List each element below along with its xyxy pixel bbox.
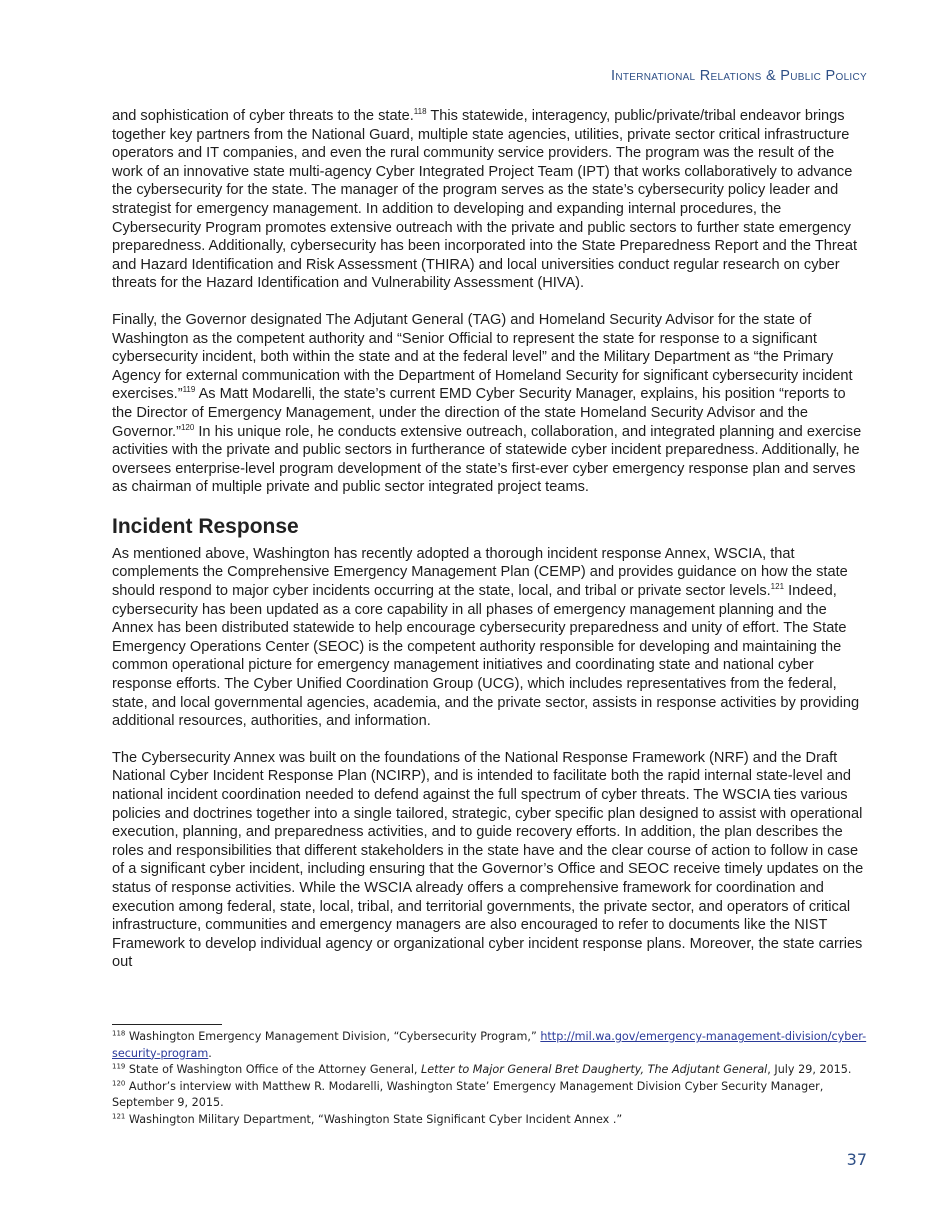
text-run: Washington Military Department, “Washington State Significant Cyber Incident Annex .” — [125, 1112, 623, 1126]
paragraph — [112, 749, 867, 972]
footnote-118 — [112, 1029, 872, 1062]
section-heading: Incident Response — [112, 514, 299, 538]
text-run: As mentioned above, Washington has recently adopted a thorough incident response Annex, WSCIA, that complements the Comprehensive Emergency Management Plan (CEMP) and provides guidance on how the state should respond to major cyber incidents occurring at the state, local, and tribal or private sector levels. — [112, 545, 848, 600]
text-run: Author’s interview with Matthew R. Modarelli, Washington State’ Emergency Management Division Cyber Security Manager, September 9, 2015. — [112, 1079, 824, 1109]
text-run: As Matt Modarelli, the state’s current EMD Cyber Security Manager, explains, his position “reports to the Director of Emergency Management, under the direction of the state Homeland Security Advisor and the Governor.” — [112, 386, 846, 440]
footnote-ref: 119 — [182, 385, 196, 395]
footnote-121 — [112, 1112, 872, 1129]
text-run: State of Washington Office of the Attorney General, — [125, 1063, 422, 1076]
footnote-divider — [112, 1024, 222, 1025]
footnote-119 — [112, 1062, 872, 1079]
footnote-ref: 120 — [180, 422, 195, 432]
paragraph — [112, 311, 867, 497]
footnote-120 — [112, 1079, 872, 1112]
footnote-ref: 121 — [770, 582, 785, 592]
footnote-ref: 118 — [413, 107, 427, 117]
text-run: The Cybersecurity Annex was built on the foundations of the National Response Framework (NRF) and the Draft National Cyber Incident Response Plan (NCIRP), and is intended to facilitate both the rapid internal state-level and national incident coordination needed to defend against the full spectrum of cyber threats. The WSCIA ties various policies and doctrines together into a single tailored, strategic, cyber specific plan designed to assist with operational execution, planning, and preparedness activities, and to guide recovery efforts. In addition, the plan describes the roles and responsibilities that different stakeholders in the state have and the clear course of action to follow in case of a significant cyber incident, including ensuring that the Governor’s Office and SEOC receive timely updates on the status of response activities. While the WSCIA already offers a comprehensive framework for coordination and execution among federal, state, local, tribal, and territorial governments, the private sector, and operators of critical infrastructure, communities and emergency managers are also encouraged to refer to documents like the NIST Framework to develop individual agency or organizational cyber incident response plans. Moreover, the state carries out — [112, 749, 864, 971]
text-run: This statewide, interagency, public/private/tribal endeavor brings together key partners from the National Guard, multiple state agencies, utilities, private sector critical infrastructure operators and IT companies, and even the rural community service providers. The program was the result of the work of an innovative state multi-agency Cyber Integrated Project Team (IPT) that works collaboratively to advance the cybersecurity for the state. The manager of the program serves as the state’s cybersecurity policy leader and strategist for emergency management. In addition to developing and expanding internal procedures, the Cybersecurity Program promotes extensive outreach with the private and public sectors to further state emergency preparedness. Additionally, cybersecurity has been incorporated into the State Preparedness Report and the Threat and Hazard Identification and Risk Assessment (THIRA) and local universities conduct regular research on cyber threats for the Hazard Identification and Vulnerability Assessment (HIVA). — [112, 108, 858, 292]
body-text — [112, 107, 867, 990]
text-run: , July 29, 2015. — [767, 1063, 852, 1076]
footnote-ref: 121 — [112, 1111, 126, 1120]
running-head: International Relations & Public Policy — [611, 68, 867, 84]
italic-title: Letter to Major General Bret Daugherty, The Adjutant General — [421, 1063, 768, 1076]
text-run: Finally, the Governor designated The Adjutant General (TAG) and Homeland Security Advisor for the state of Washington as the competent authority and “Senior Official to represent the state for response to a significant cybersecurity incident, both within the state and at the federal level” and the Military Department as “the Primary Agency for external communication with the Department of Homeland Security for significant cybersecurity incident exercises.” — [112, 311, 853, 403]
text-run: . — [208, 1046, 212, 1060]
text-run: In his unique role, he conducts extensive outreach, collaboration, and integrated planning and exercise activities with the private and public sectors in furtherance of statewide cyber incident preparedness. Additionally, he oversees enterprise-level program development of the state’s first-ever cyber emergency response plan and serves as chairman of multiple private and public sector integrated project teams. — [112, 423, 862, 496]
text-run: and sophistication of cyber threats to the state. — [112, 108, 414, 124]
footnote-link[interactable]: http://mil.wa.gov/emergency-management-division/cyber-security-program — [112, 1030, 867, 1060]
paragraph — [112, 107, 867, 293]
text-run: Indeed, cybersecurity has been updated as a core capability in all phases of emergency management planning and the Annex has been distributed statewide to help encourage cybersecurity preparedness and unity of effort. The State Emergency Operations Center (SEOC) is the competent authority responsible for developing and maintaining the common operational picture for emergency management initiatives and coordinating state and national cyber response efforts. The Cyber Unified Coordination Group (UCG), which includes representatives from the federal, state, and local governmental agencies, academia, and the private sector, assists in response activities by providing additional resources, authorities, and information. — [112, 583, 860, 730]
paragraph — [112, 545, 867, 731]
footnote-ref: 120 — [112, 1078, 126, 1087]
footnote-ref: 119 — [112, 1062, 126, 1071]
page-number: 37 — [846, 1150, 867, 1169]
text-run: Washington Emergency Management Division, “Cybersecurity Program,” — [125, 1030, 541, 1043]
footnotes — [112, 1029, 872, 1128]
footnote-ref: 118 — [112, 1029, 126, 1038]
